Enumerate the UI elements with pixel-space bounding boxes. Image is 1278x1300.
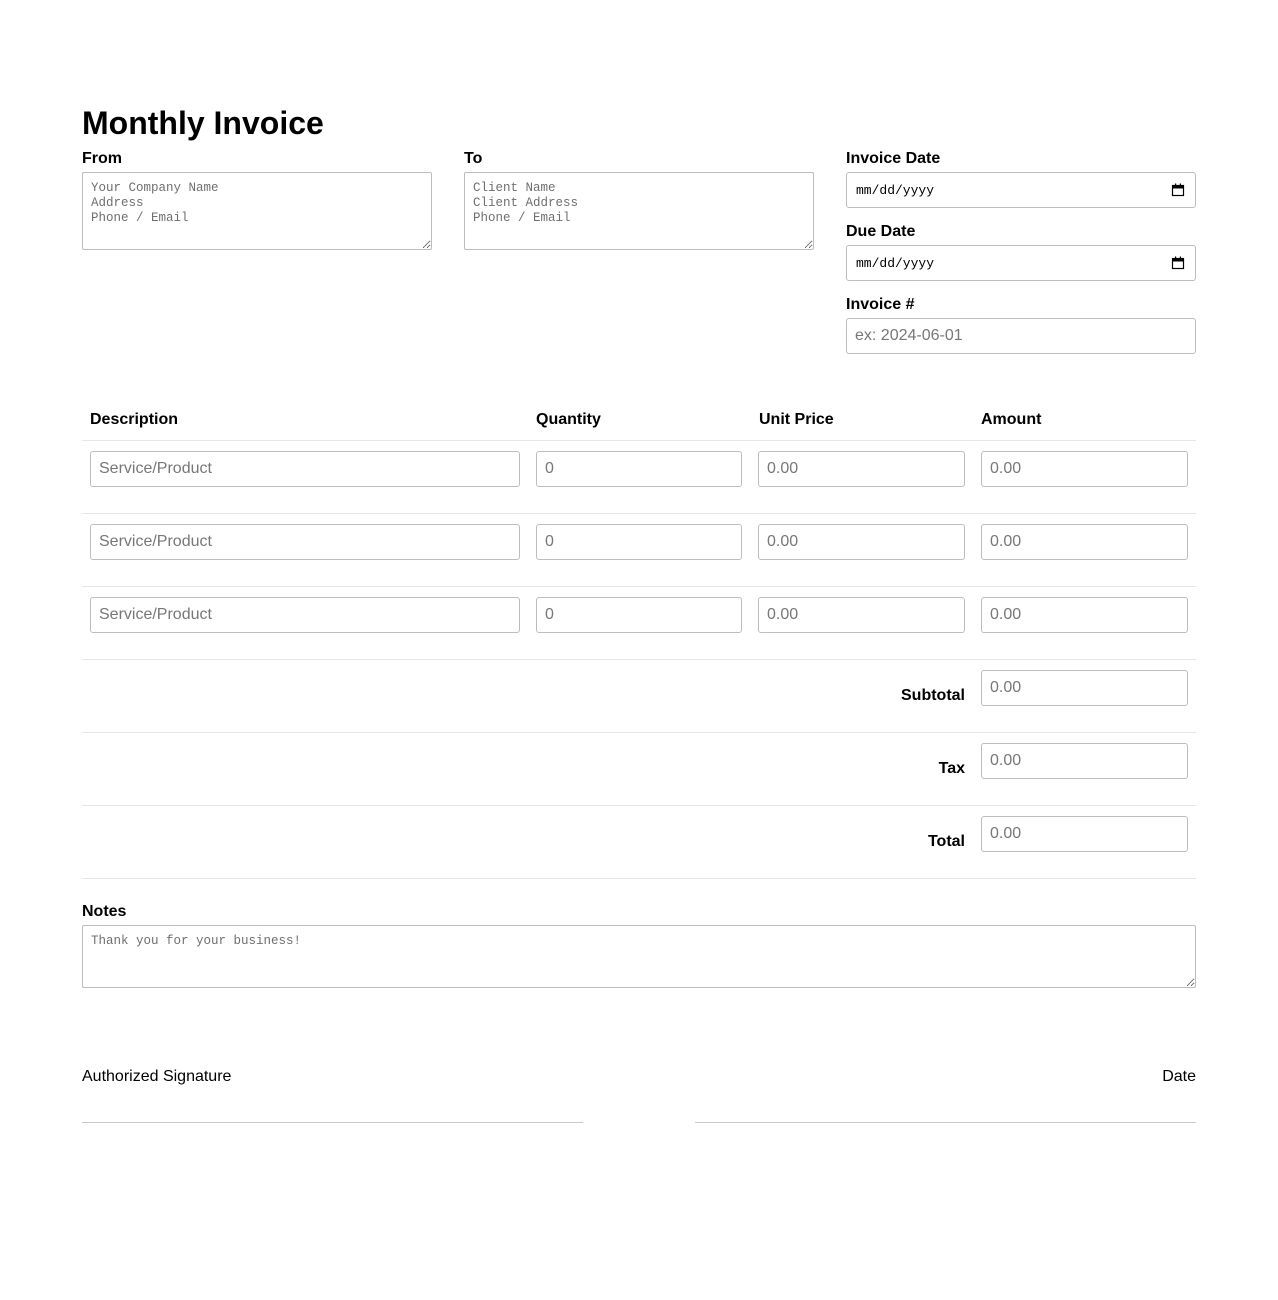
due-date-label: Due Date — [846, 223, 916, 240]
table-divider — [82, 513, 1196, 514]
row-3-description-input[interactable] — [90, 597, 520, 633]
row-2-description-input[interactable] — [90, 524, 520, 560]
to-label: To — [464, 150, 483, 167]
total-input[interactable] — [981, 816, 1188, 852]
table-divider — [82, 732, 1196, 733]
calendar-icon[interactable] — [1171, 183, 1185, 197]
from-label: From — [82, 150, 122, 167]
due-date-input[interactable] — [846, 245, 1196, 281]
invoice-date-format: mm/dd/yyyy — [856, 182, 935, 198]
signature-line — [82, 1122, 583, 1123]
invoice-date-input[interactable] — [846, 172, 1196, 208]
due-date-format: mm/dd/yyyy — [856, 255, 935, 271]
row-2-unit-price-input[interactable] — [758, 524, 965, 560]
column-header-description: Description — [90, 411, 179, 428]
column-header-amount: Amount — [981, 411, 1042, 428]
row-3-unit-price-input[interactable] — [758, 597, 965, 633]
table-divider — [82, 805, 1196, 806]
total-label: Total — [927, 833, 965, 850]
table-divider — [82, 878, 1196, 879]
from-textarea[interactable] — [82, 172, 432, 250]
date-line — [695, 1122, 1196, 1123]
authorized-signature-label: Authorized Signature — [82, 1068, 232, 1085]
invoice-date-label: Invoice Date — [846, 150, 941, 167]
to-textarea[interactable] — [464, 172, 814, 250]
row-1-quantity-input[interactable] — [536, 451, 742, 487]
subtotal-label: Subtotal — [901, 687, 965, 704]
invoice-number-input[interactable] — [846, 318, 1196, 354]
row-1-unit-price-input[interactable] — [758, 451, 965, 487]
row-2-quantity-input[interactable] — [536, 524, 742, 560]
subtotal-input[interactable] — [981, 670, 1188, 706]
invoice-number-label: Invoice # — [846, 296, 915, 313]
column-header-quantity: Quantity — [536, 411, 601, 428]
table-divider — [82, 586, 1196, 587]
row-2-amount-input[interactable] — [981, 524, 1188, 560]
calendar-icon[interactable] — [1171, 256, 1185, 270]
tax-input[interactable] — [981, 743, 1188, 779]
page-title: Monthly Invoice — [82, 105, 324, 141]
table-divider — [82, 659, 1196, 660]
row-3-amount-input[interactable] — [981, 597, 1188, 633]
notes-textarea[interactable] — [82, 925, 1196, 988]
row-1-description-input[interactable] — [90, 451, 520, 487]
column-header-unit-price: Unit Price — [759, 411, 834, 428]
signature-date-label: Date — [1162, 1068, 1196, 1085]
row-3-quantity-input[interactable] — [536, 597, 742, 633]
row-1-amount-input[interactable] — [981, 451, 1188, 487]
notes-label: Notes — [82, 903, 127, 920]
table-divider — [82, 440, 1196, 441]
tax-label: Tax — [938, 760, 965, 777]
